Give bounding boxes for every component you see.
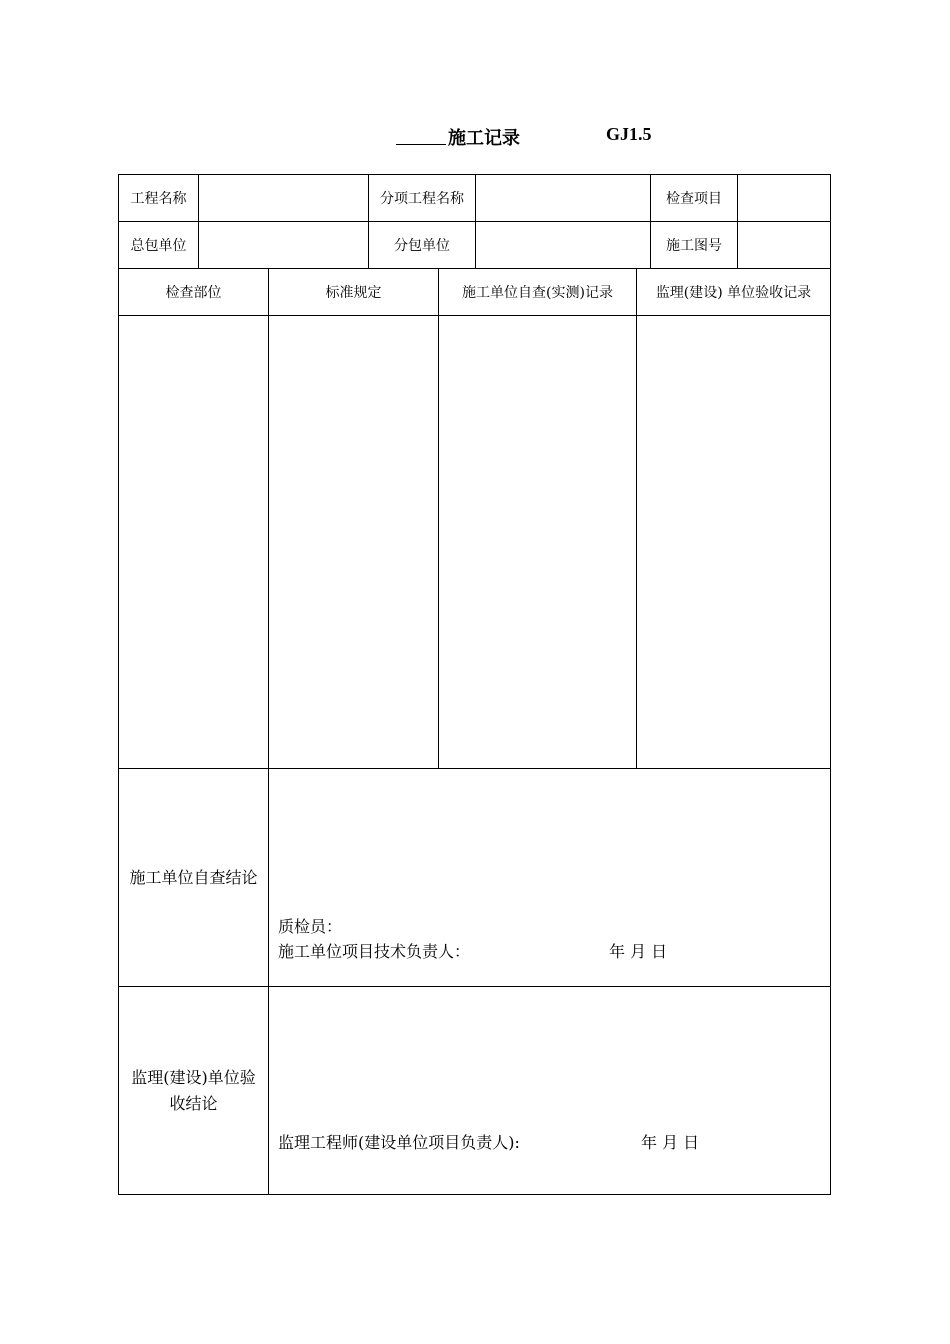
inspection-item-label: 检查项目 [666,191,722,207]
title-blank-line[interactable] [396,124,446,145]
drawing-number-label: 施工图号 [666,238,722,254]
self-check-record-cell[interactable] [439,316,636,768]
document-title [0,124,950,148]
drawing-number-field[interactable] [738,222,830,268]
supervision-date: 年 月 日 [641,1133,700,1152]
form-code: GJ1.5 [606,124,652,144]
general-contractor-label: 总包单位 [130,238,187,254]
col-header-supervision-record: 监理(建设) 单位验收记录 [655,285,812,301]
self-check-conclusion-label: 施工单位自查结论 [129,867,258,887]
subcontractor-field[interactable] [476,222,650,268]
self-check-date: 年 月 日 [609,942,668,961]
title-text: 施工记录 [448,128,520,149]
col-header-inspection-location: 检查部位 [165,285,222,301]
subcontractor-label: 分包单位 [394,238,450,254]
self-check-conclusion-area[interactable] [269,769,830,986]
standard-cell[interactable] [269,316,438,768]
supervising-engineer-label: 监理工程师(建设单位项目负责人): [278,1133,520,1152]
project-name-field[interactable] [199,175,368,221]
inspection-item-field[interactable] [738,175,830,221]
record-form [118,174,831,1195]
supervision-conclusion-area[interactable] [269,987,830,1194]
inspection-location-cell[interactable] [119,316,268,768]
general-contractor-field[interactable] [199,222,368,268]
sub-project-name-label: 分项工程名称 [380,191,464,207]
col-header-standard: 标准规定 [325,285,382,301]
tech-lead-label: 施工单位项目技术负责人： [278,942,471,961]
supervision-conclusion-label: 监理(建设)单位验收结论 [131,1067,256,1113]
project-name-label: 工程名称 [130,191,187,207]
sub-project-name-field[interactable] [476,175,650,221]
inspector-label: 质检员： [278,917,343,936]
col-header-self-check-record: 施工单位自查(实测)记录 [462,285,613,301]
supervision-record-cell[interactable] [637,316,830,768]
